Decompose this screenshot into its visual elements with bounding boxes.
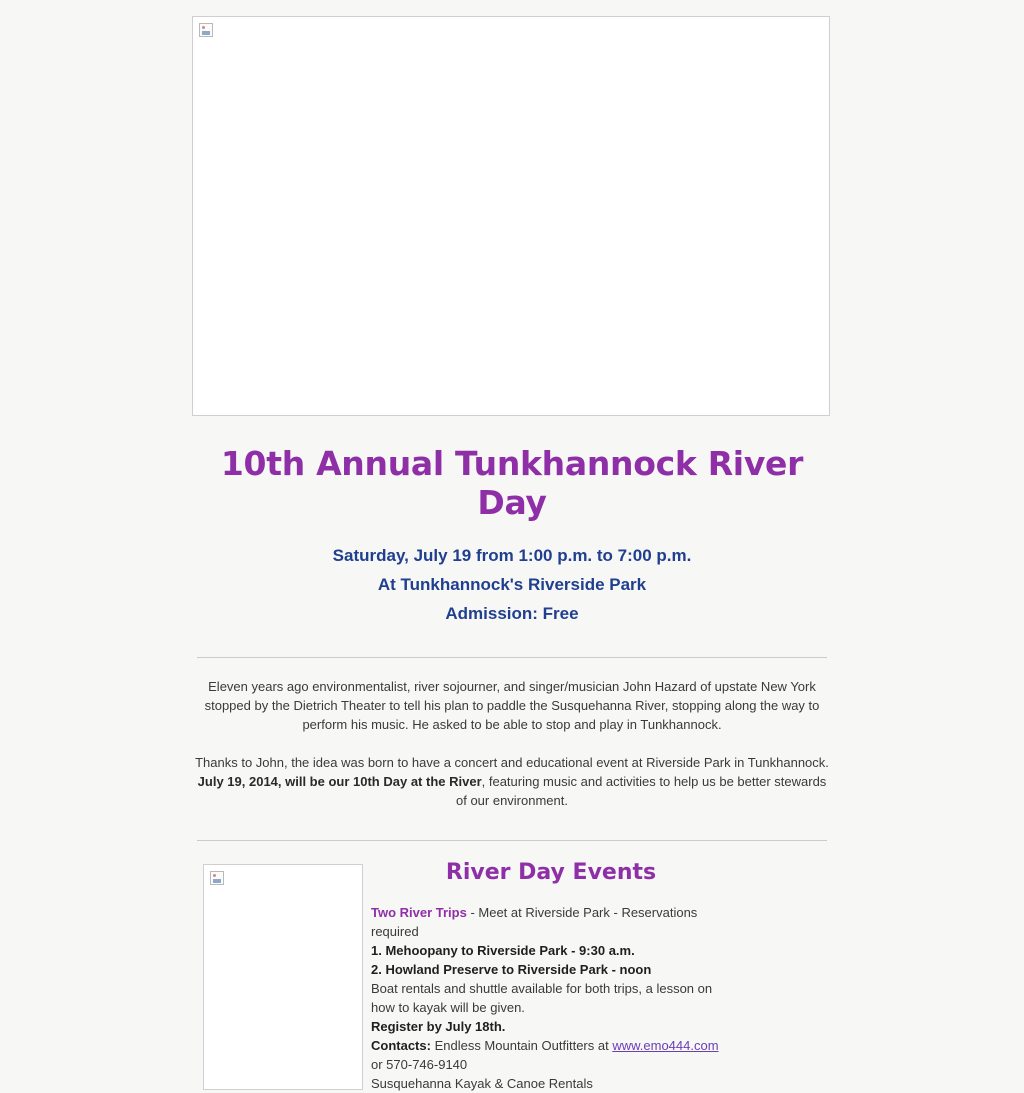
contacts-label: Contacts: [371, 1038, 431, 1053]
intro-paragraph-1: Eleven years ago environmentalist, river sojourner, and singer/musician John Hazard of upstate New York stopped by the Dietrich Theater to tell his plan to paddle the Susquehanna River, stopping along the way to perform his music. He asked to be able to stop and play in Tunkhannock. [204, 679, 820, 732]
intro-paragraph-2-bold: July 19, 2014, will be our 10th Day at the River [197, 774, 482, 789]
broken-image-icon [199, 23, 213, 37]
rentals-note: Boat rentals and shuttle available for both trips, a lesson on how to kayak will be given. [371, 981, 713, 1015]
emo-website-link[interactable]: www.emo444.com [612, 1038, 719, 1053]
contacts-text: Endless Mountain Outfitters at [430, 1038, 613, 1053]
contacts-phone: or 570-746-9140 [371, 1057, 468, 1072]
events-image-placeholder [203, 864, 363, 1090]
trip-2: 2. Howland Preserve to Riverside Park - noon [371, 962, 652, 977]
events-title: River Day Events [445, 860, 657, 885]
event-admission: Admission: Free [445, 604, 579, 623]
event-datetime: Saturday, July 19 from 1:00 p.m. to 7:00 p.m. [332, 546, 692, 565]
event-details [192, 541, 832, 628]
intro-paragraph-2-part-a: Thanks to John, the idea was born to have a concert and educational event at Riverside Park in Tunkhannock. [195, 755, 829, 770]
events-section [192, 860, 832, 1093]
event-location: At Tunkhannock's Riverside Park [377, 575, 647, 594]
partial-next-line: Susquehanna Kayak & Canoe Rentals [371, 1076, 593, 1091]
page-title: 10th Annual Tunkhannock River Day [220, 444, 804, 522]
document-content [192, 0, 832, 1093]
divider-top [197, 657, 827, 658]
divider-middle [197, 840, 827, 841]
hero-image-placeholder [192, 16, 830, 416]
events-text-column [371, 860, 731, 1093]
events-body [371, 903, 731, 1093]
intro-paragraph-2-part-c: , featuring music and activities to help us be better stewards of our environment. [455, 774, 827, 808]
trip-1: 1. Mehoopany to Riverside Park - 9:30 a.m. [371, 943, 635, 958]
intro-paragraph-2 [192, 753, 832, 810]
register-note: Register by July 18th. [371, 1019, 506, 1034]
broken-image-icon [210, 871, 224, 885]
two-river-trips-rest: - Meet at Riverside Park - Reservations required [371, 905, 698, 939]
two-river-trips-label: Two River Trips [371, 905, 467, 920]
